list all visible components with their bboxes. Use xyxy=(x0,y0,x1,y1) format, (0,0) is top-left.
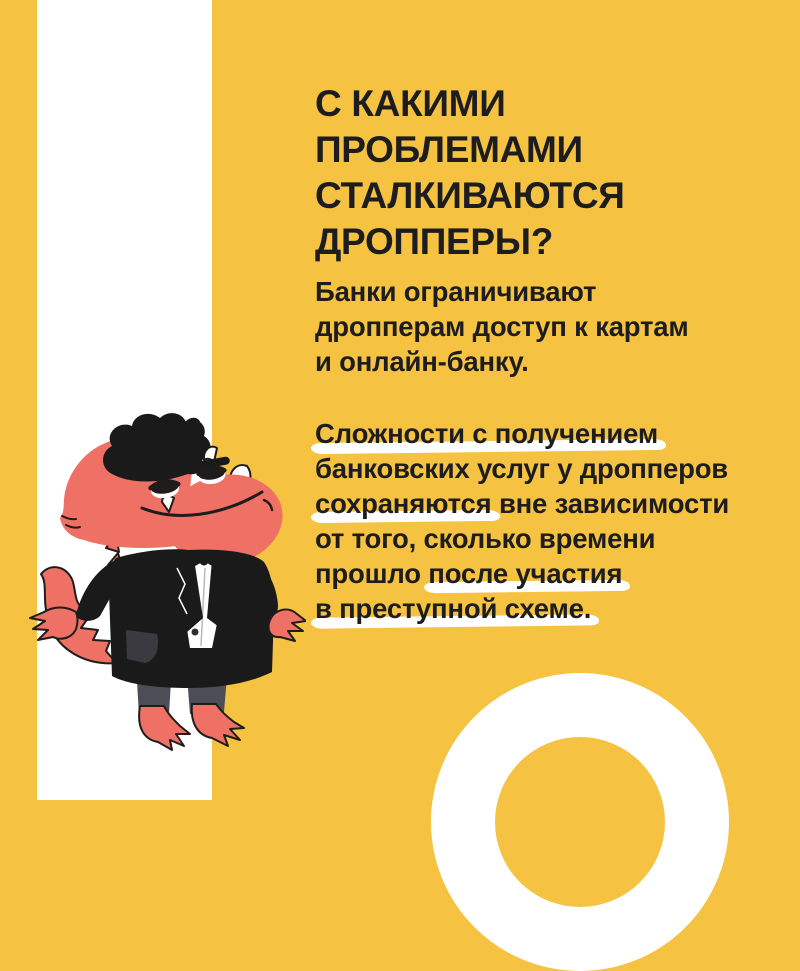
underlined-text: Сложности с получением xyxy=(315,418,658,449)
text-line: и онлайн-банку. xyxy=(315,346,529,377)
text-line: С КАКИМИ xyxy=(315,82,506,124)
plain-text: от того, сколько времени xyxy=(315,523,656,554)
text-line xyxy=(315,556,729,591)
underlined-text: сохраняются xyxy=(315,488,492,519)
text-line: ПРОБЛЕМАМИ xyxy=(315,128,583,170)
paragraph-1 xyxy=(315,274,689,379)
text-line: ДРОППЕРЫ? xyxy=(315,220,553,262)
text-line xyxy=(315,451,729,486)
mascot-hand-left xyxy=(30,608,78,641)
text-line: СТАЛКИВАЮТСЯ xyxy=(315,174,625,216)
plain-text: прошло xyxy=(315,558,429,589)
text-line xyxy=(315,416,729,451)
text-line xyxy=(315,521,729,556)
underlined-text: после участия xyxy=(428,558,623,589)
paragraph-2 xyxy=(315,416,729,626)
plain-text: вне зависимости xyxy=(491,488,730,519)
ring-logo xyxy=(431,673,729,971)
mascot-button xyxy=(192,629,199,636)
mascot-hand-right xyxy=(269,610,306,642)
mascot-illustration xyxy=(26,408,306,768)
text-line: Банки ограничивают xyxy=(315,276,597,307)
text-line xyxy=(315,591,729,626)
page-title xyxy=(315,81,625,265)
plain-text: банковских услуг у дропперов xyxy=(315,453,729,484)
text-line xyxy=(315,486,729,521)
underlined-text: в преступной схеме. xyxy=(315,593,592,624)
text-line: дропперам доступ к картам xyxy=(315,311,689,342)
mascot-foot-right xyxy=(192,704,244,746)
mascot-foot-left xyxy=(139,706,190,750)
